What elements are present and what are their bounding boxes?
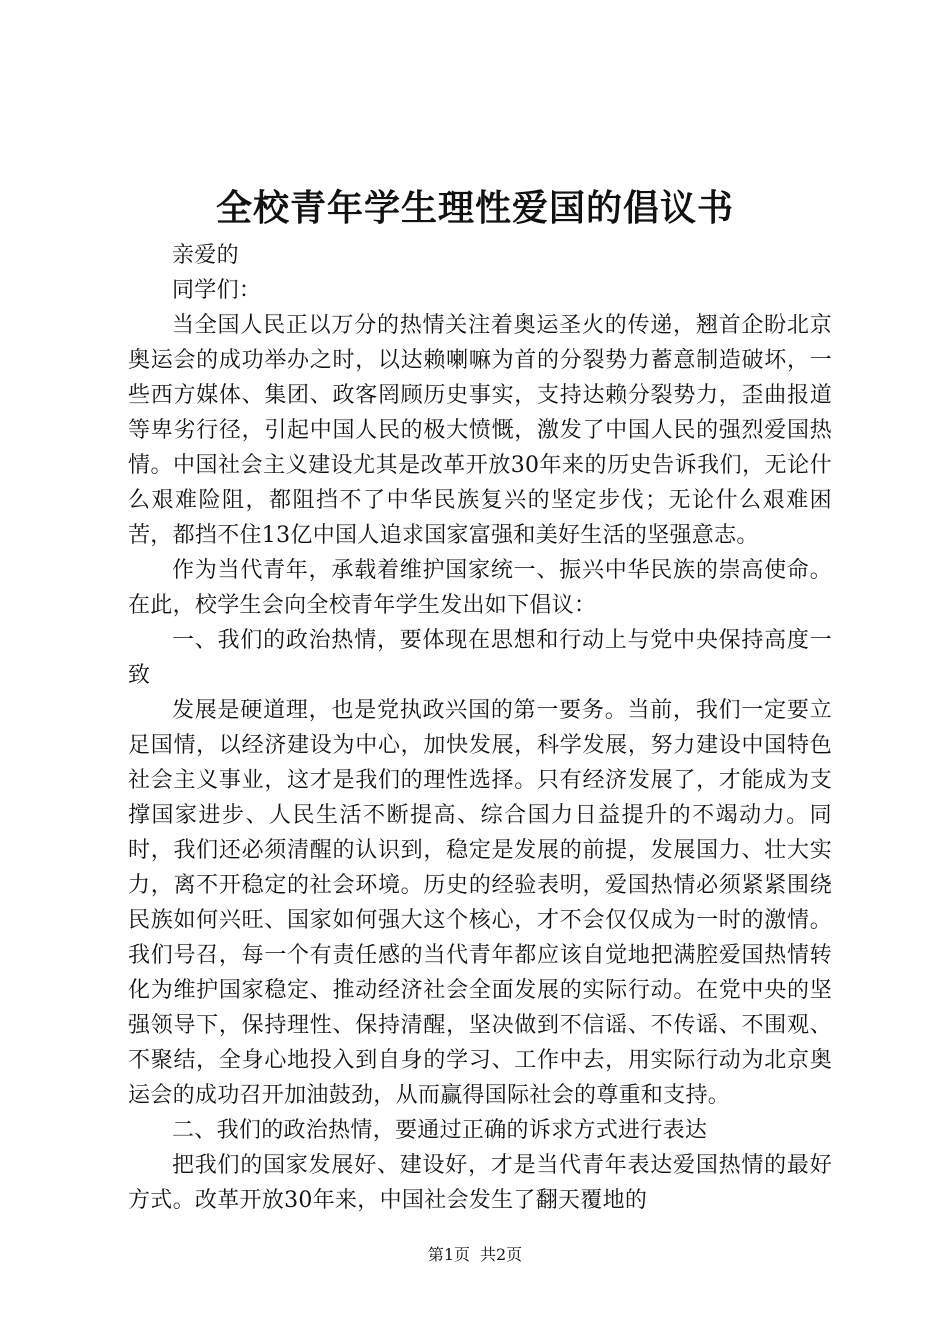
- document-title: 全校青年学生理性爱国的倡议书: [215, 187, 734, 229]
- salutation-line-1: 亲爱的: [172, 243, 239, 268]
- body-paragraph: 当全国人民正以万分的热情关注着奥运圣火的传递，翘首企盼北京奥运会的成功举办之时，以达赖喇嘛为首的分裂势力蓄意制造破坏，一些西方媒体、集团、政客罔顾历史事实，支持达赖分裂势力，歪曲报道等卑劣行径，引起中国人民的极大愤慨，激发了中国人民的强烈爱国热情。中国社会主义建设尤其是改革开放30年来的历史告诉我们，无论什么艰难险阻，都阻挡不了中华民族复兴的坚定步伐；无论什么艰难困苦，都挡不住13亿中国人追求国家富强和美好生活的坚强意志。: [128, 313, 832, 548]
- salutation-line-2: 同学们：: [172, 278, 262, 303]
- body-paragraph: 作为当代青年，承载着维护国家统一、振兴中华民族的崇高使命。在此，校学生会向全校青年学生发出如下倡议：: [128, 558, 832, 618]
- page-total: 共2页: [480, 1245, 523, 1264]
- section-heading: 二、我们的政治热情，要通过正确的诉求方式进行表达: [172, 1118, 708, 1143]
- section-heading: 一、我们的政治热情，要体现在思想和行动上与党中央保持高度一致: [128, 628, 832, 688]
- body-paragraph: 把我们的国家发展好、建设好，才是当代青年表达爱国热情的最好方式。改革开放30年来，中国社会发生了翻天覆地的: [128, 1153, 832, 1213]
- page-footer: [0, 1244, 950, 1266]
- document-body: [128, 238, 832, 1218]
- page-number: 第1页: [427, 1245, 470, 1264]
- body-paragraph: 发展是硬道理，也是党执政兴国的第一要务。当前，我们一定要立足国情，以经济建设为中心，加快发展，科学发展，努力建设中国特色社会主义事业，这才是我们的理性选择。只有经济发展了，才能成为支撑国家进步、人民生活不断提高、综合国力日益提升的不竭动力。同时，我们还必须清醒的认识到，稳定是发展的前提，发展国力、壮大实力，离不开稳定的社会环境。历史的经验表明，爱国热情必须紧紧围绕民族如何兴旺、国家如何强大这个核心，才不会仅仅成为一时的激情。我们号召，每一个有责任感的当代青年都应该自觉地把满腔爱国热情转化为维护国家稳定、推动经济社会全面发展的实际行动。在党中央的坚强领导下，保持理性、保持清醒，坚决做到不信谣、不传谣、不围观、不聚结，全身心地投入到自身的学习、工作中去，用实际行动为北京奥运会的成功召开加油鼓劲，从而赢得国际社会的尊重和支持。: [128, 698, 832, 1108]
